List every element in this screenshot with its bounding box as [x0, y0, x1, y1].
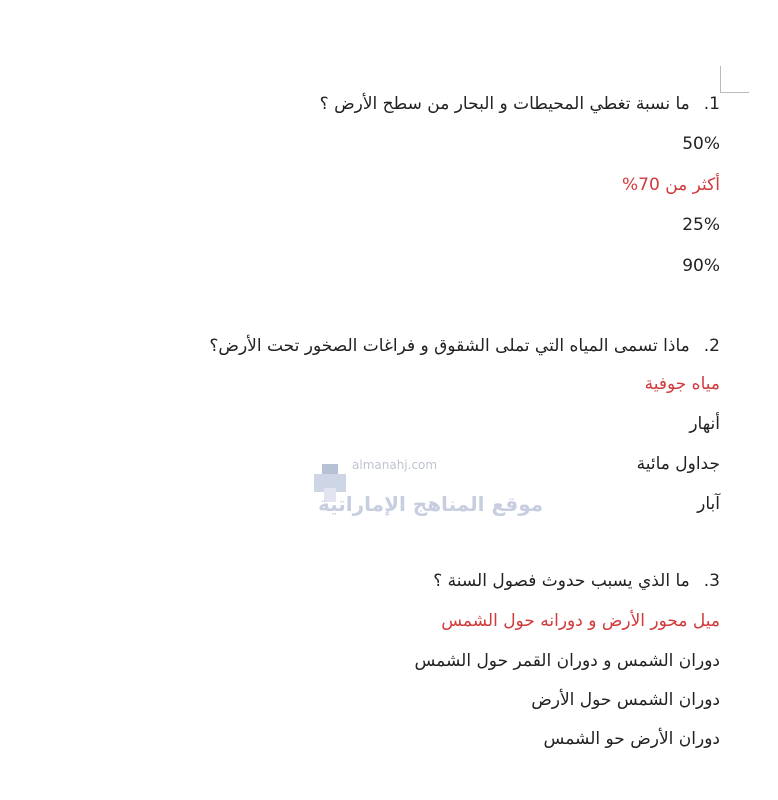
q3-option-4: دوران الأرض حو الشمس: [543, 729, 720, 749]
q1-option-3: 25%: [682, 215, 720, 235]
q3-option-1-correct: ميل محور الأرض و دورانه حول الشمس: [441, 611, 720, 631]
page-corner-marker: [720, 66, 749, 93]
question-number: 1.: [703, 94, 720, 114]
question-1: [320, 93, 720, 115]
q2-option-2: أنهار: [689, 414, 720, 434]
watermark: [314, 458, 544, 528]
question-text: ما الذي يسبب حدوث فصول السنة ؟: [433, 571, 690, 591]
q1-option-4: 90%: [682, 256, 720, 276]
q3-option-3: دوران الشمس حول الأرض: [531, 690, 720, 710]
question-3: [433, 570, 720, 592]
question-number: 2.: [703, 336, 720, 356]
watermark-name: موقع المناهج الإماراتية: [318, 492, 544, 516]
q1-option-2-correct: أكثر من 70%: [622, 175, 720, 195]
question-text: ما نسبة تغطي المحيطات و البحار من سطح الأرض ؟: [319, 94, 690, 114]
q1-option-1: 50%: [682, 134, 720, 154]
q2-option-1-correct: مياه جوفية: [644, 374, 720, 394]
q2-option-4: آبار: [697, 494, 720, 514]
question-2: [209, 335, 720, 357]
watermark-site: almanahj.com: [352, 458, 438, 472]
q2-option-3: جداول مائية: [636, 454, 720, 474]
question-number: 3.: [703, 571, 720, 591]
q3-option-2: دوران الشمس و دوران القمر حول الشمس: [414, 651, 720, 671]
question-text: ماذا تسمى المياه التي تملى الشقوق و فراغات الصخور تحت الأرض؟: [209, 336, 690, 356]
